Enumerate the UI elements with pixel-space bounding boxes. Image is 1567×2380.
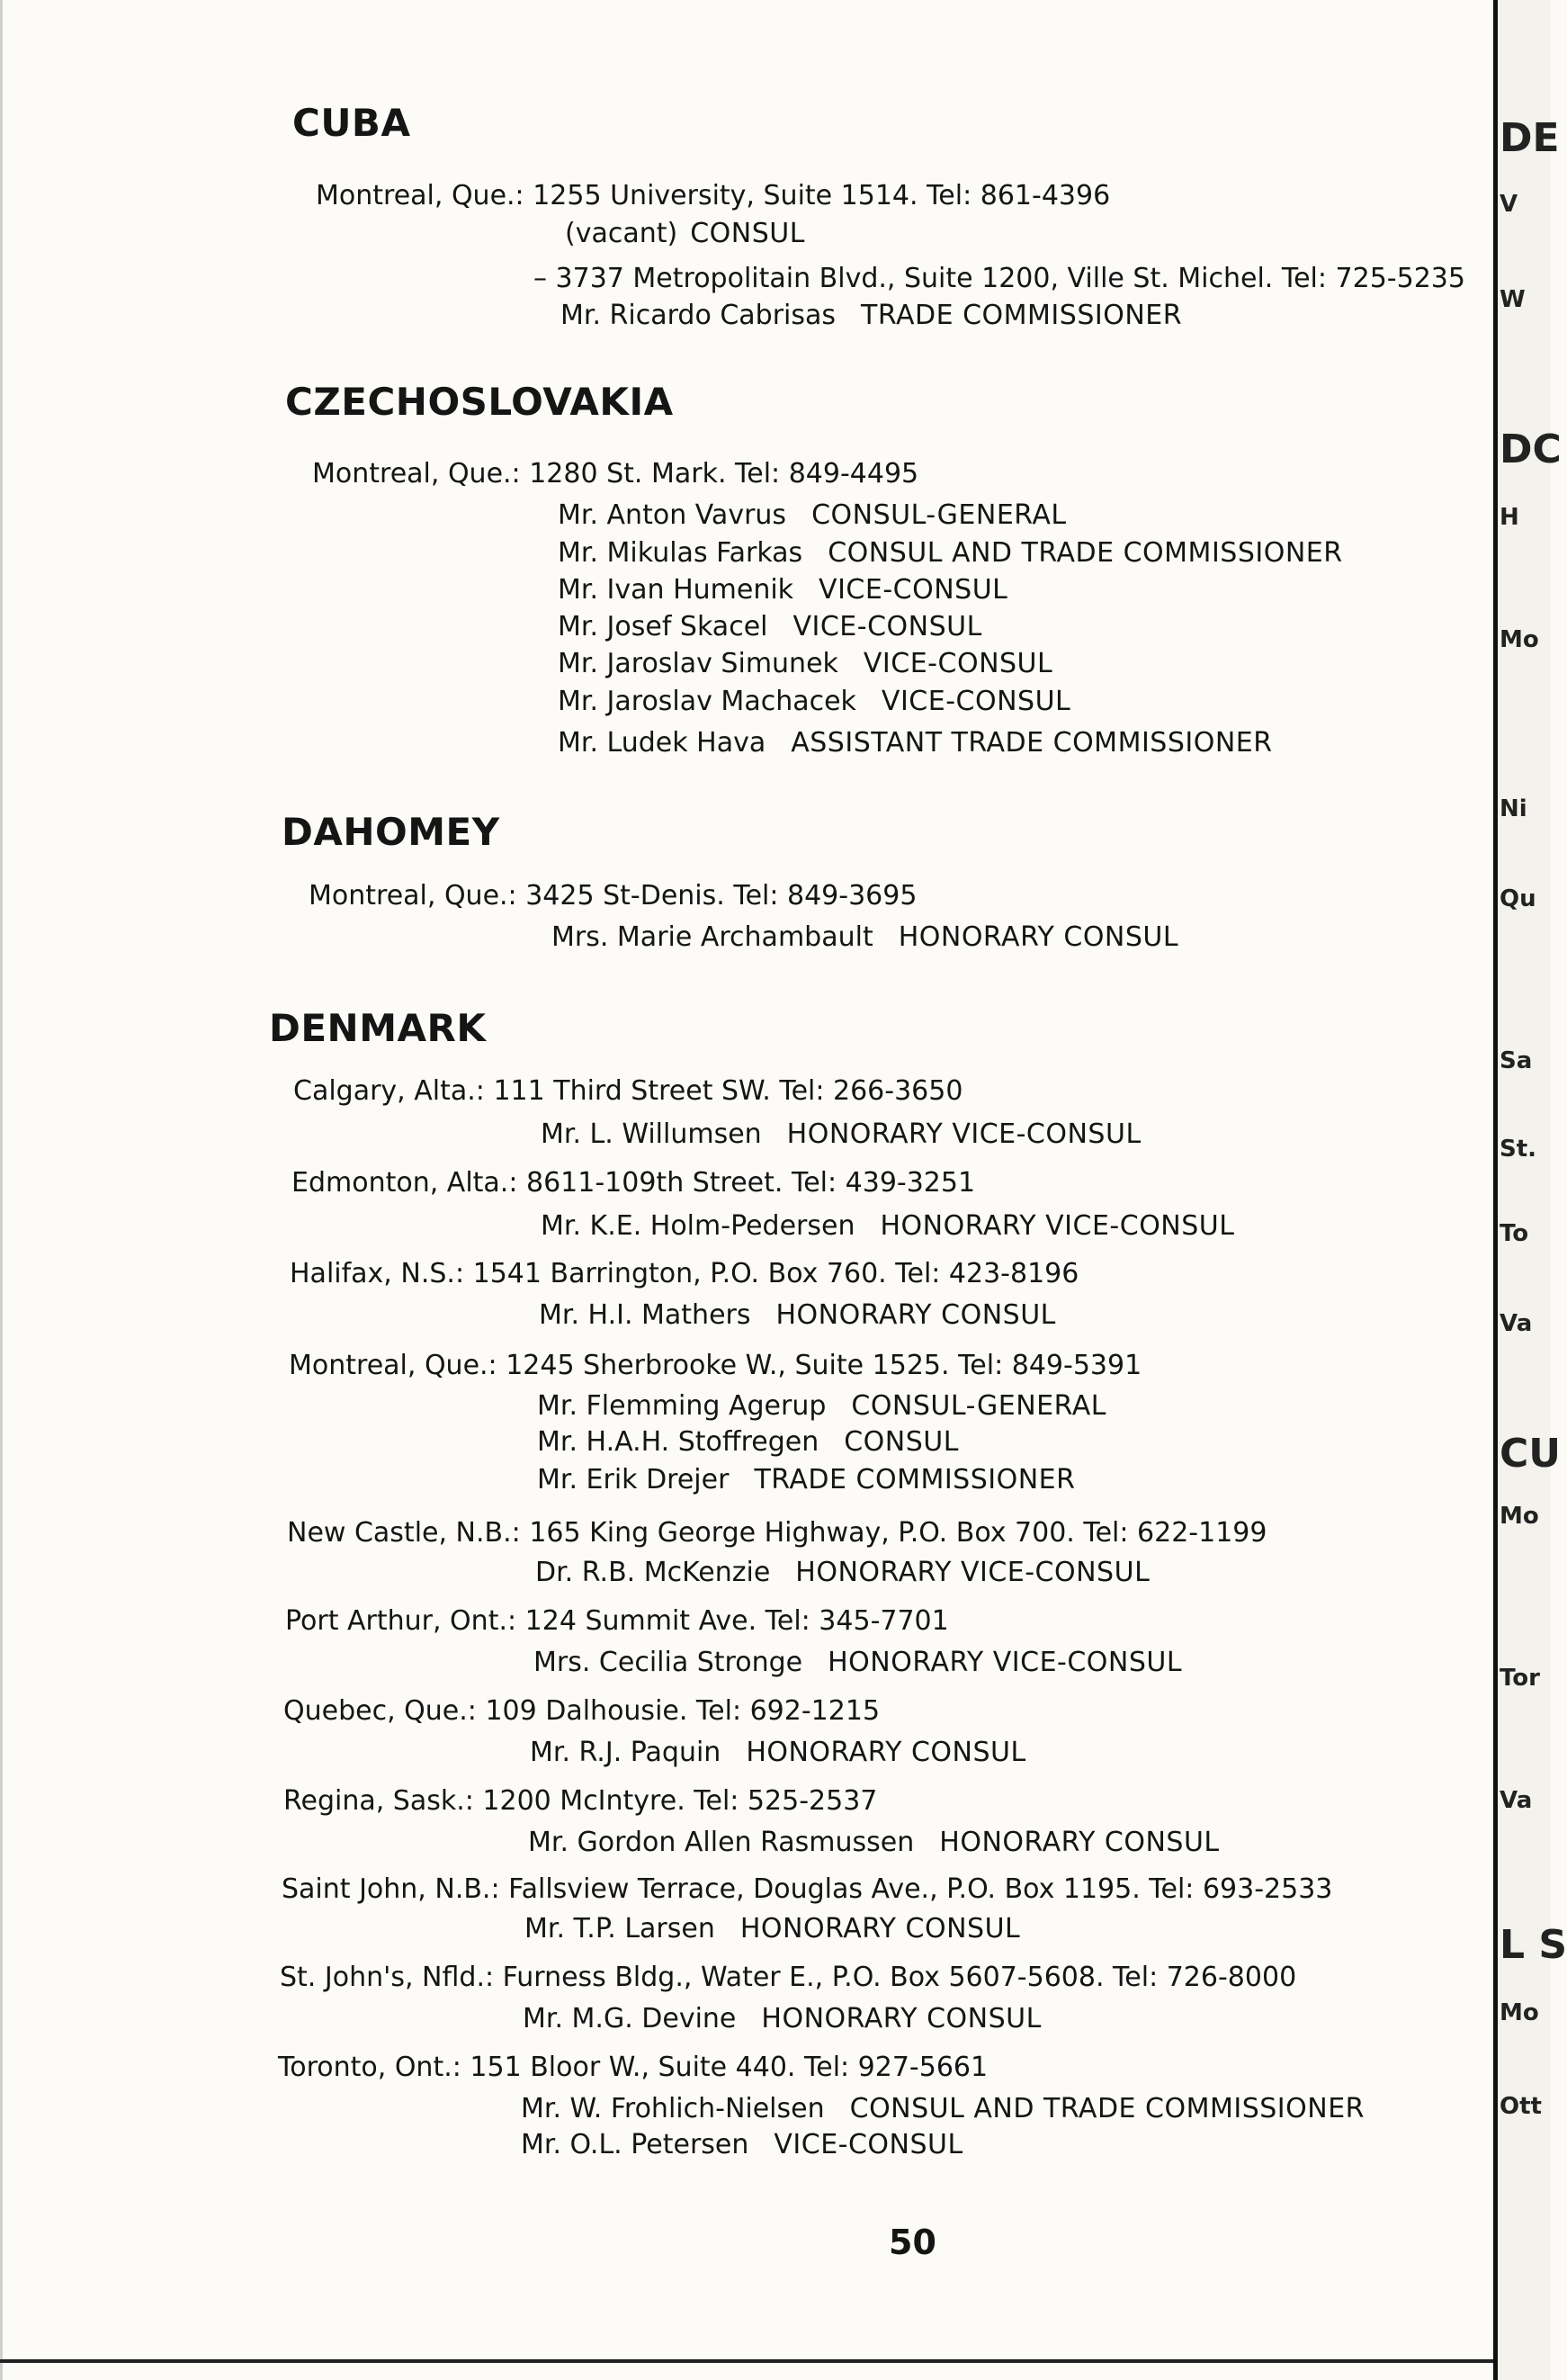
city-label: Saint John, N.B.: bbox=[282, 1873, 500, 1905]
person-title: CONSUL AND TRADE COMMISSIONER bbox=[828, 537, 1343, 569]
adjacent-fragment: Tor bbox=[1500, 1665, 1540, 1692]
adjacent-fragment: Ott bbox=[1500, 2093, 1542, 2120]
person-name: Mrs. Cecilia Stronge bbox=[533, 1647, 803, 1678]
person-title: CONSUL AND TRADE COMMISSIONER bbox=[849, 2093, 1366, 2124]
address-text: – 3737 Metropolitain Blvd., Suite 1200, Ville St. Michel. Tel: 725-5235 bbox=[533, 263, 1465, 294]
city-label: Port Arthur, Ont.: bbox=[285, 1605, 517, 1637]
person-line bbox=[523, 2003, 1042, 2034]
person-title: ASSISTANT TRADE COMMISSIONER bbox=[791, 727, 1273, 759]
entry-line bbox=[283, 1695, 880, 1727]
person-title: HONORARY VICE-CONSUL bbox=[880, 1210, 1235, 1242]
city-label: Montreal, Que.: bbox=[316, 180, 524, 211]
country-heading-cuba: CUBA bbox=[292, 101, 411, 145]
adjacent-fragment: H bbox=[1500, 504, 1519, 531]
adjacent-fragment: Va bbox=[1500, 1310, 1533, 1337]
person-name: Mr. H.A.H. Stoffregen bbox=[537, 1426, 819, 1458]
address-text: 1541 Barrington, P.O. Box 760. Tel: 423-8196 bbox=[472, 1258, 1079, 1289]
person-name: Mr. L. Willumsen bbox=[541, 1118, 762, 1150]
adjacent-page-strip bbox=[1493, 0, 1567, 2380]
address-text: 1200 McIntyre. Tel: 525-2537 bbox=[482, 1785, 878, 1817]
country-heading-dahomey: DAHOMEY bbox=[282, 810, 500, 854]
address-text: 165 King George Highway, P.O. Box 700. Tel: 622-1199 bbox=[529, 1517, 1267, 1549]
person-name: Mr. Ricardo Cabrisas bbox=[560, 300, 837, 331]
person-line bbox=[541, 1118, 1142, 1150]
person-line bbox=[558, 727, 1273, 759]
page-number: 50 bbox=[889, 2223, 936, 2262]
adjacent-fragment: V bbox=[1500, 191, 1518, 218]
page-bottom-edge bbox=[0, 2359, 1493, 2363]
adjacent-fragment: Mo bbox=[1500, 626, 1539, 653]
adjacent-fragment: Ni bbox=[1500, 795, 1527, 822]
adjacent-fragment: Mo bbox=[1500, 1503, 1539, 1530]
person-title: HONORARY CONSUL bbox=[761, 2003, 1042, 2034]
person-title: HONORARY CONSUL bbox=[775, 1299, 1056, 1331]
person-line bbox=[541, 1210, 1234, 1242]
person-name: Mr. Gordon Allen Rasmussen bbox=[528, 1827, 915, 1858]
person-line bbox=[521, 2129, 963, 2160]
person-line bbox=[558, 537, 1343, 569]
person-name: Mr. O.L. Petersen bbox=[521, 2129, 749, 2160]
person-line bbox=[535, 1557, 1150, 1588]
person-title: HONORARY VICE-CONSUL bbox=[795, 1557, 1151, 1588]
person-name: Mr. Anton Vavrus bbox=[558, 499, 787, 531]
adjacent-fragment: Va bbox=[1500, 1787, 1533, 1814]
entry-line bbox=[280, 1962, 1296, 1993]
address-text: Furness Bldg., Water E., P.O. Box 5607-5608. Tel: 726-8000 bbox=[502, 1962, 1297, 1993]
address-text: 3425 St-Denis. Tel: 849-3695 bbox=[525, 880, 918, 912]
entry-line bbox=[283, 1785, 877, 1817]
person-name: (vacant) bbox=[565, 218, 678, 249]
person-line bbox=[530, 1737, 1026, 1768]
entry-line bbox=[316, 180, 1110, 211]
address-text: 1255 University, Suite 1514. Tel: 861-4396 bbox=[533, 180, 1111, 211]
address-text: 1280 St. Mark. Tel: 849-4495 bbox=[529, 458, 919, 489]
person-name: Mr. R.J. Paquin bbox=[530, 1737, 721, 1768]
person-name: Mr. T.P. Larsen bbox=[524, 1913, 715, 1944]
person-title: HONORARY VICE-CONSUL bbox=[786, 1118, 1142, 1150]
person-name: Mr. K.E. Holm-Pedersen bbox=[541, 1210, 855, 1242]
person-title: HONORARY CONSUL bbox=[898, 921, 1179, 953]
city-label: Montreal, Que.: bbox=[309, 880, 517, 912]
entry-line bbox=[293, 1075, 963, 1107]
person-line bbox=[558, 574, 1007, 606]
person-line bbox=[551, 921, 1178, 953]
person-name: Mr. Jaroslav Machacek bbox=[558, 686, 856, 717]
city-label: Toronto, Ont.: bbox=[278, 2052, 461, 2083]
adjacent-fragment: Sa bbox=[1500, 1047, 1533, 1074]
address-text: 151 Bloor W., Suite 440. Tel: 927-5661 bbox=[470, 2052, 989, 2083]
person-name: Mrs. Marie Archambault bbox=[551, 921, 873, 953]
entry-line bbox=[291, 1167, 975, 1199]
person-name: Mr. Erik Drejer bbox=[537, 1464, 730, 1495]
country-heading-czechoslovakia: CZECHOSLOVAKIA bbox=[285, 380, 674, 424]
city-label: Montreal, Que.: bbox=[312, 458, 521, 489]
entry-line bbox=[309, 880, 917, 912]
person-title: CONSUL bbox=[844, 1426, 959, 1458]
person-line bbox=[539, 1299, 1056, 1331]
person-name: Mr. W. Frohlich-Nielsen bbox=[521, 2093, 825, 2124]
entry-line bbox=[285, 1605, 949, 1637]
person-line bbox=[537, 1464, 1075, 1495]
person-line bbox=[533, 1647, 1182, 1678]
person-line bbox=[560, 300, 1182, 331]
adjacent-fragment: Mo bbox=[1500, 1999, 1539, 2026]
address-text: 124 Summit Ave. Tel: 345-7701 bbox=[524, 1605, 949, 1637]
person-line bbox=[528, 1827, 1220, 1858]
person-title: HONORARY VICE-CONSUL bbox=[828, 1647, 1183, 1678]
entry-line bbox=[289, 1350, 1142, 1381]
person-line bbox=[524, 1913, 1020, 1944]
person-line bbox=[558, 499, 1067, 531]
person-title: VICE-CONSUL bbox=[774, 2129, 963, 2160]
adjacent-fragment: CU bbox=[1500, 1431, 1562, 1477]
city-label: Quebec, Que.: bbox=[283, 1695, 477, 1727]
person-name: Mr. Ivan Humenik bbox=[558, 574, 794, 606]
adjacent-fragment: DC bbox=[1500, 427, 1562, 472]
address-text: 109 Dalhousie. Tel: 692-1215 bbox=[485, 1695, 881, 1727]
person-name: Mr. Josef Skacel bbox=[558, 611, 768, 642]
person-title: TRADE COMMISSIONER bbox=[754, 1464, 1076, 1495]
entry-line bbox=[312, 458, 918, 489]
adjacent-fragment: W bbox=[1500, 286, 1526, 313]
adjacent-fragment: To bbox=[1500, 1220, 1529, 1247]
entry-line bbox=[533, 263, 1465, 294]
entry-line bbox=[287, 1517, 1267, 1549]
city-label: Edmonton, Alta.: bbox=[291, 1167, 518, 1199]
person-title: VICE-CONSUL bbox=[881, 686, 1071, 717]
person-name: Mr. M.G. Devine bbox=[523, 2003, 737, 2034]
address-text: Fallsview Terrace, Douglas Ave., P.O. Box 1195. Tel: 693-2533 bbox=[508, 1873, 1333, 1905]
adjacent-fragment: St. bbox=[1500, 1136, 1537, 1163]
person-name: Dr. R.B. McKenzie bbox=[535, 1557, 771, 1588]
person-line bbox=[537, 1426, 959, 1458]
person-title: CONSUL bbox=[690, 218, 805, 249]
person-line bbox=[537, 1390, 1106, 1422]
person-title: VICE-CONSUL bbox=[792, 611, 982, 642]
person-title: CONSUL-GENERAL bbox=[811, 499, 1067, 531]
person-title: HONORARY CONSUL bbox=[939, 1827, 1220, 1858]
adjacent-fragment: DE bbox=[1500, 115, 1560, 161]
person-title: HONORARY CONSUL bbox=[739, 1913, 1021, 1944]
country-heading-denmark: DENMARK bbox=[269, 1006, 487, 1050]
person-line bbox=[558, 648, 1052, 679]
city-label: Montreal, Que.: bbox=[289, 1350, 497, 1381]
adjacent-fragment: Qu bbox=[1500, 885, 1536, 912]
address-text: 8611-109th Street. Tel: 439-3251 bbox=[526, 1167, 976, 1199]
person-title: HONORARY CONSUL bbox=[746, 1737, 1026, 1768]
person-name: Mr. Jaroslav Simunek bbox=[558, 648, 838, 679]
address-text: 111 Third Street SW. Tel: 266-3650 bbox=[493, 1075, 963, 1107]
person-title: VICE-CONSUL bbox=[863, 648, 1053, 679]
entry-line bbox=[282, 1873, 1332, 1905]
person-line bbox=[558, 611, 982, 642]
person-title: CONSUL-GENERAL bbox=[851, 1390, 1106, 1422]
person-line bbox=[565, 218, 805, 249]
adjacent-fragment: L S bbox=[1500, 1922, 1567, 1968]
address-text: 1245 Sherbrooke W., Suite 1525. Tel: 849-5391 bbox=[506, 1350, 1142, 1381]
person-title: VICE-CONSUL bbox=[819, 574, 1008, 606]
person-name: Mr. Ludek Hava bbox=[558, 727, 766, 759]
person-name: Mr. Mikulas Farkas bbox=[558, 537, 803, 569]
person-line bbox=[521, 2093, 1365, 2124]
person-title: TRADE COMMISSIONER bbox=[861, 300, 1183, 331]
person-line bbox=[558, 686, 1070, 717]
entry-line bbox=[278, 2052, 988, 2083]
city-label: Regina, Sask.: bbox=[283, 1785, 474, 1817]
city-label: New Castle, N.B.: bbox=[287, 1517, 521, 1549]
city-label: St. John's, Nfld.: bbox=[280, 1962, 495, 1993]
city-label: Halifax, N.S.: bbox=[290, 1258, 465, 1289]
person-name: Mr. H.I. Mathers bbox=[539, 1299, 751, 1331]
entry-line bbox=[290, 1258, 1079, 1289]
city-label: Calgary, Alta.: bbox=[293, 1075, 485, 1107]
person-name: Mr. Flemming Agerup bbox=[537, 1390, 827, 1422]
